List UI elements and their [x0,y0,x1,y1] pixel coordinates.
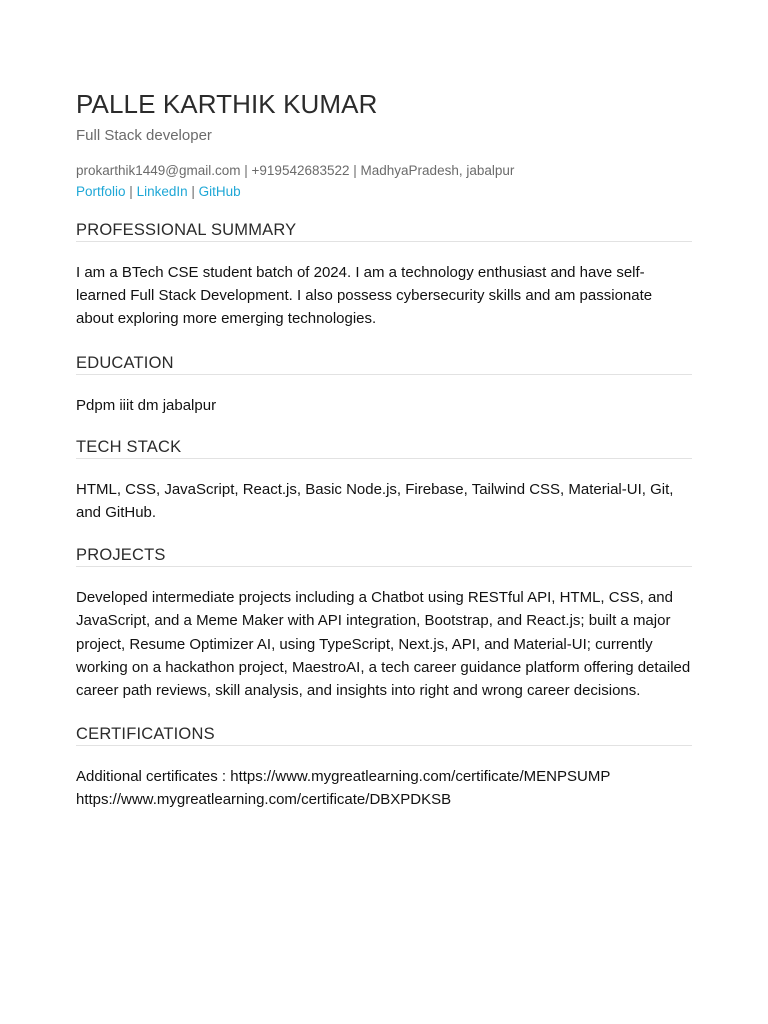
certificate-line: https://www.mygreatlearning.com/certificate/DBXPDKSB [76,791,452,809]
certifications-section [76,724,692,811]
projects-section [76,545,692,702]
education-section [76,353,692,417]
section-heading: CERTIFICATIONS [76,724,692,746]
link-separator: | [191,184,199,199]
professional-summary-section [76,220,692,331]
contact-info: prokarthik1449@gmail.com | +919542683522 | MadhyaPradesh, jabalpur [76,163,515,178]
candidate-name: PALLE KARTHIK KUMAR [76,89,378,119]
certificate-line: Additional certificates : https://www.mygreatlearning.com/certificate/MENPSUMP [76,768,611,786]
resume-header [76,88,692,202]
job-title: Full Stack developer [76,127,212,144]
certifications-text [76,765,692,811]
github-link[interactable]: GitHub [198,184,241,199]
tech-stack-section [76,437,692,524]
summary-text: I am a BTech CSE student batch of 2024. I am a technology enthusiast and have self-learned Full Stack Development. I also possess cybersecurity skills and am passionate about exploring more emerging technologies. [76,264,653,328]
link-separator: | [129,184,137,199]
section-heading: EDUCATION [76,353,692,375]
section-heading: PROFESSIONAL SUMMARY [76,220,692,242]
projects-text: Developed intermediate projects including a Chatbot using RESTful API, HTML, CSS, and JavaScript, and a Meme Maker with API integration, Bootstrap, and React.js; built a major project, Resume Optimizer AI, using TypeScript, Next.js, API, and Material-UI; currently working on a hackathon project, MaestroAI, a tech career guidance platform offering detailed career path reviews, skill analysis, and insights into right and wrong career decisions. [76,589,691,700]
education-text: Pdpm iiit dm jabalpur [76,396,217,414]
portfolio-link[interactable]: Portfolio [76,184,126,199]
profile-links [76,182,692,202]
section-heading: PROJECTS [76,545,692,567]
linkedin-link[interactable]: LinkedIn [136,184,188,199]
tech-stack-text: HTML, CSS, JavaScript, React.js, Basic Node.js, Firebase, Tailwind CSS, Material-UI, Git, and GitHub. [76,480,674,522]
section-heading: TECH STACK [76,437,692,459]
